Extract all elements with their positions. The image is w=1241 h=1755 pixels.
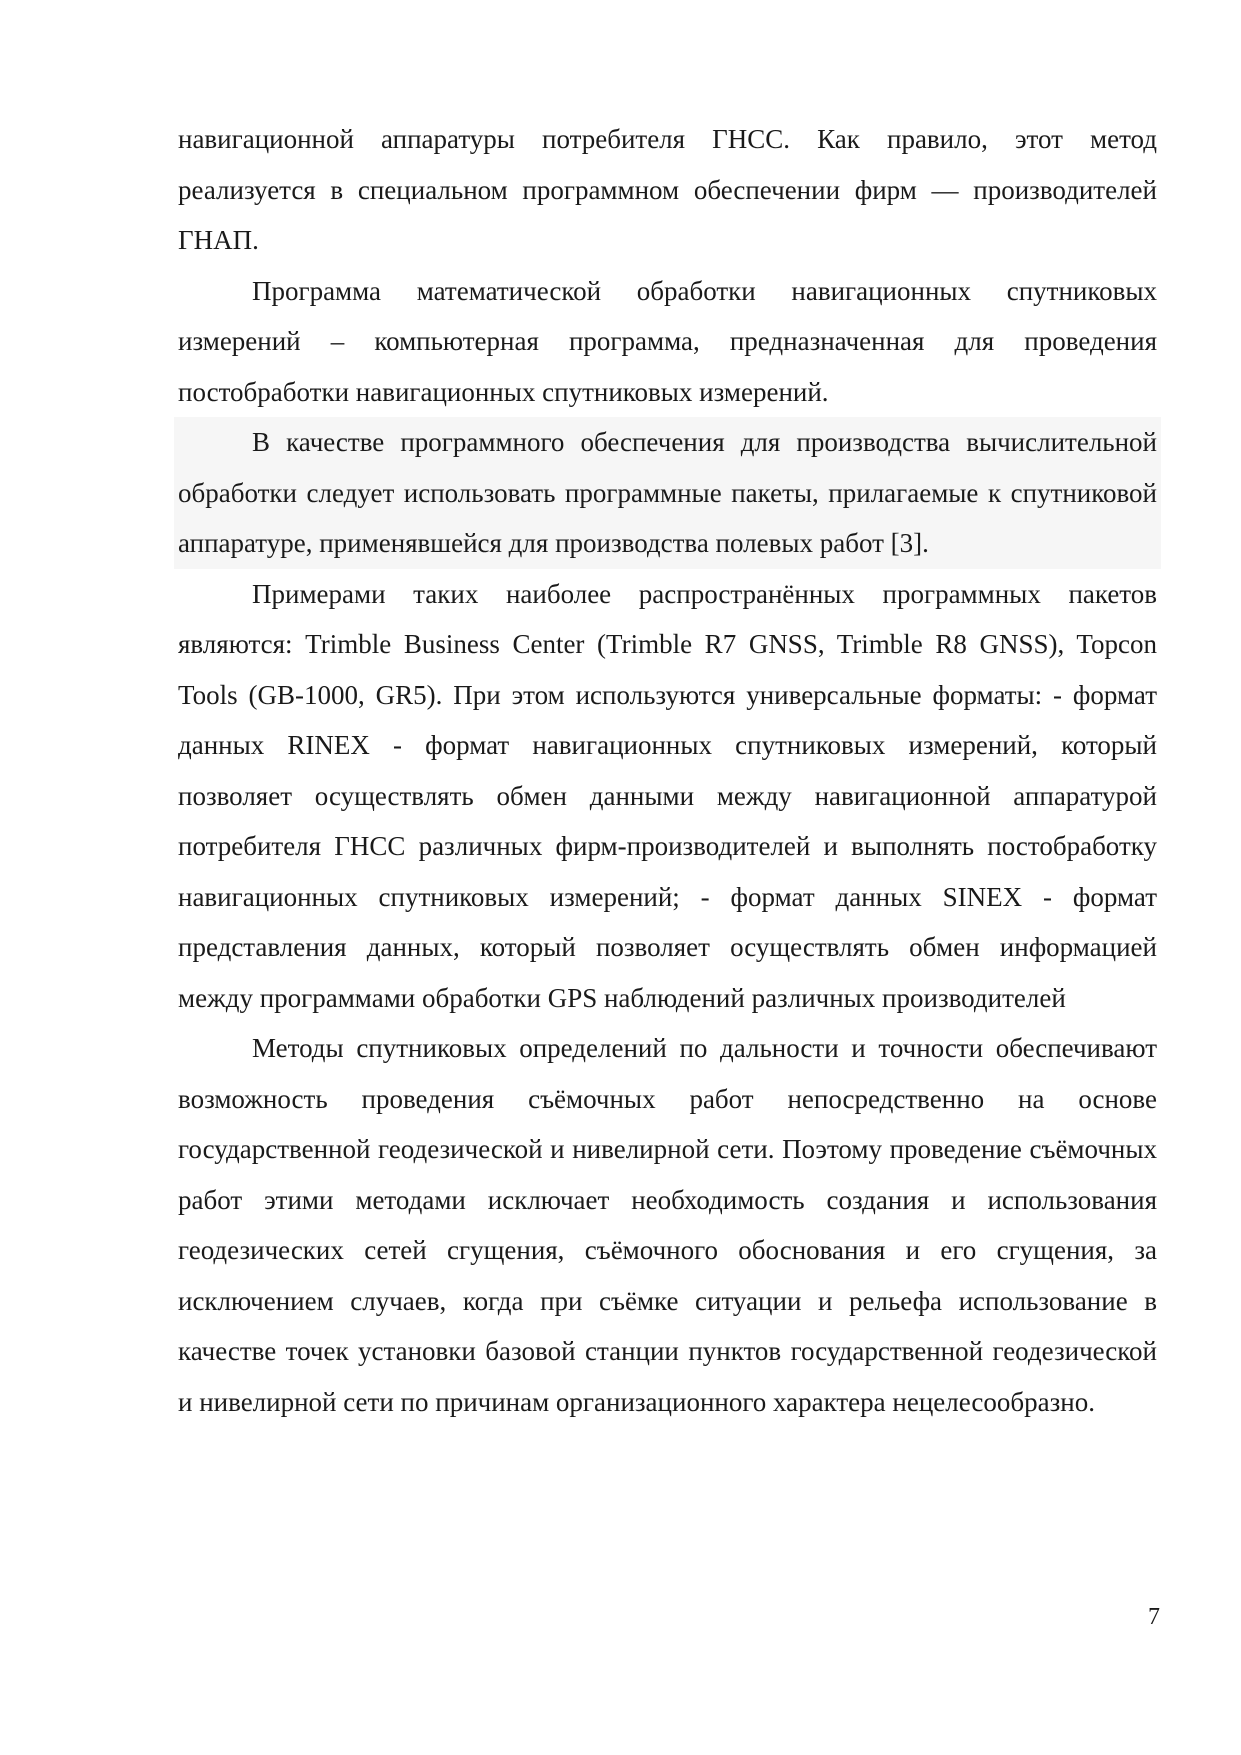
- paragraph-2: Программа математической обработки навигационных спутниковых измерений – компьютерная программа, предназначенная для проведения постобработки навигационных спутниковых измерений.: [178, 275, 1157, 407]
- paragraph-4: Примерами таких наиболее распространённых программных пакетов являются: Trimble Business Center (Trimble R7 GNSS, Trimble R8 GNSS), Topcon Tools (GB-1000, GR5). При этом используются универсальные форматы: - формат данных RINEX - формат навигационных спутниковых измерений, который позволяет осуществлять обмен данными между навигационной аппаратурой потребителя ГНСС различных фирм-производителей и выполнять постобработку навигационных спутниковых измерений; - формат данных SINEX - формат представления данных, который позволяет осуществлять обмен информацией между программами обработки GPS наблюдений различных производителей: [178, 578, 1157, 1013]
- paragraph-5: Методы спутниковых определений по дальности и точности обеспечивают возможность проведения съёмочных работ непосредственно на основе государственной геодезической и нивелирной сети. Поэтому проведение съёмочных работ этими методами исключает необходимость создания и использования геодезических сетей сгущения, съёмочного обоснования и его сгущения, за исключением случаев, когда при съёмке ситуации и рельефа использование в качестве точек установки базовой станции пунктов государственной геодезической и нивелирной сети по причинам организационного характера нецелесообразно.: [178, 1033, 1157, 1417]
- page-number: 7: [1148, 1604, 1160, 1630]
- body-text: [178, 114, 1157, 1427]
- paragraph-1: навигационной аппаратуры потребителя ГНСС. Как правило, этот метод реализуется в специальном программном обеспечении фирм — производителей ГНАП.: [178, 124, 1157, 255]
- paragraph-3: В качестве программного обеспечения для производства вычислительной обработки следует использовать программные пакеты, прилагаемые к спутниковой аппаратуре, применявшейся для производства полевых работ [3].: [174, 417, 1161, 569]
